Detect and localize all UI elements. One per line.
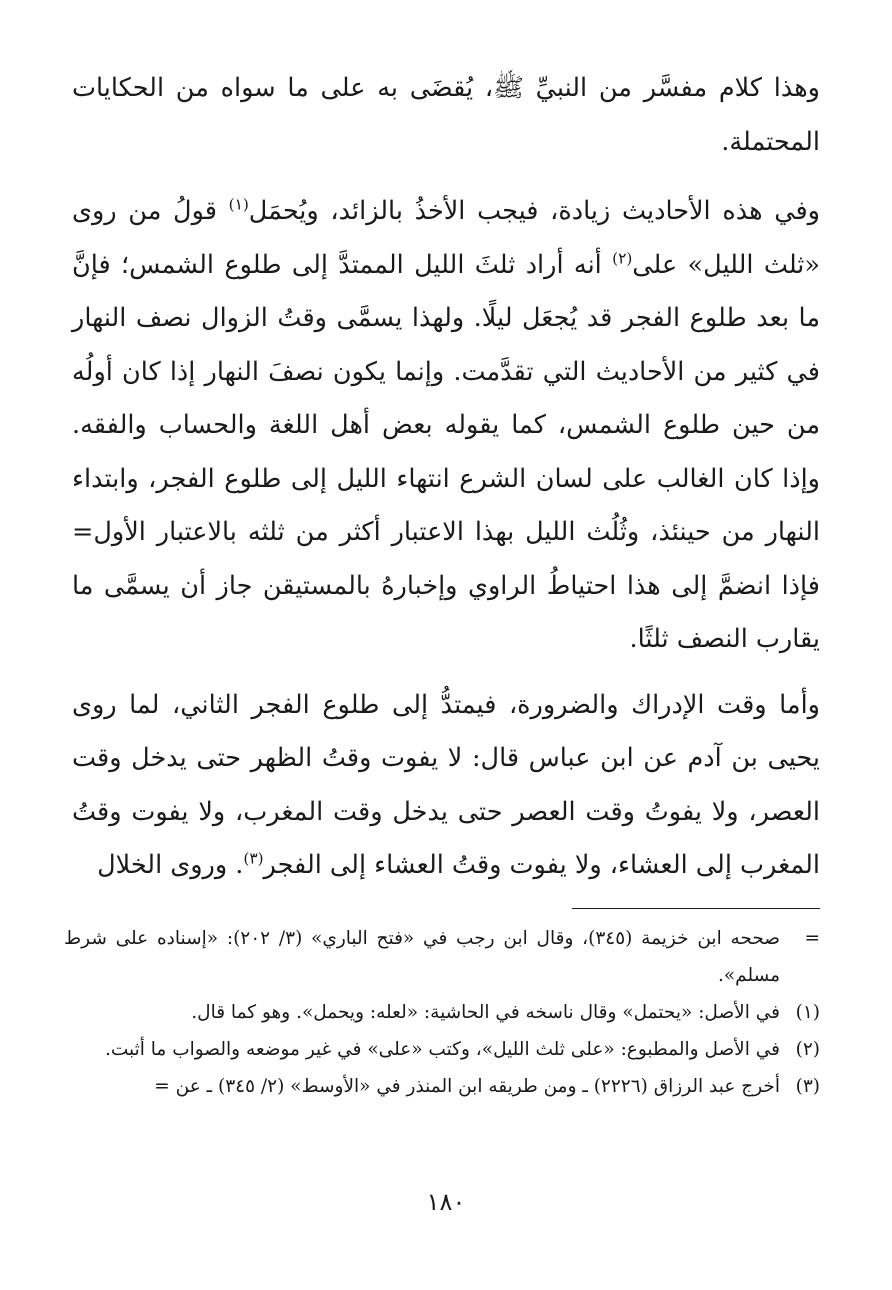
- paragraph-2: [72, 185, 820, 667]
- footnote-separator: [572, 908, 820, 909]
- footnote-text: في الأصل: «يحتمل» وقال ناسخه في الحاشية: «لعله: ويحمل». وهو كما قال.: [191, 1002, 780, 1023]
- footnote-mark: =: [804, 928, 820, 949]
- footnote-text: في الأصل والمطبوع: «على ثلث الليل»، وكتب «على» في غير موضعه والصواب ما أثبت.: [104, 1039, 780, 1060]
- footnote-1: [64, 994, 820, 1031]
- footnote-mark: (٣): [795, 1076, 820, 1097]
- paragraph-2-part-b: قولُ من روى «ثلث الليل» على: [72, 196, 820, 280]
- paragraph-1: وهذا كلام مفسَّر من النبيِّ ﷺ، يُقضَى به على ما سواه من الحكايات المحتملة.: [72, 73, 820, 157]
- footnote-mark: (١): [795, 1002, 820, 1023]
- footnote-ref-1: (١): [228, 195, 249, 214]
- footnotes: [64, 920, 820, 1105]
- page-number: ١٨٠: [426, 1188, 466, 1216]
- footnote-mark: (٢): [795, 1039, 820, 1060]
- footnote-text: صححه ابن خزيمة (٣٤٥)، وقال ابن رجب في «فتح الباري» (٣/ ٢٠٢): «إسناده على شرط مسلم».: [64, 928, 780, 986]
- footnote-text: أخرج عبد الرزاق (٢٢٢٦) ـ ومن طريقه ابن المنذر في «الأوسط» (٢/ ٣٤٥) ـ عن =: [154, 1076, 780, 1097]
- footnote-continued: [64, 920, 820, 994]
- footnote-2: [64, 1031, 820, 1068]
- paragraph-2-part-a: وفي هذه الأحاديث زيادة، فيجب الأخذُ بالزائد، ويُحمَل: [248, 196, 820, 226]
- paragraph-3: [72, 679, 820, 893]
- main-text: [72, 62, 820, 893]
- paragraph-3-part-a: وأما وقت الإدراك والضرورة، فيمتدُّ إلى طلوع الفجر الثاني، لما روى يحيى بن آدم عن ابن عباس قال: لا يفوت وقتُ الظهر حتى يدخل وقت العصر، ولا يفوتُ وقت العصر حتى يدخل وقت المغرب، ولا يفوت وقتُ المغرب إلى العشاء، ولا يفوت وقتُ العشاء إلى الفجر: [72, 689, 820, 880]
- footnote-ref-3: (٣): [243, 849, 264, 868]
- paragraph-3-part-b: . وروى الخلال: [97, 850, 244, 880]
- paragraph-2-part-c: أنه أراد ثلثَ الليل الممتدَّ إلى طلوع الشمس؛ فإنَّ ما بعد طلوع الفجر قد يُجعَل ليلًا. ولهذا يسمَّى وقتُ الزوال نصف النهار في كثير من الأحاديث التي تقدَّمت. وإنما يكون نصفَ النهار إذا كان أولُه من حين طلوع الشمس، كما يقوله بعض أهل اللغة والحساب والفقه. وإذا كان الغالب على لسان الشرع انتهاء الليل إلى طلوع الفجر، وابتداء النهار من حينئذ، وثُلُث الليل بهذا الاعتبار أكثر من ثلثه بالاعتبار الأول= فإذا انضمَّ إلى هذا احتياطُ الراوي وإخبارهُ بالمستيقن جاز أن يسمَّى ما يقارب النصف ثلثًا.: [72, 249, 820, 654]
- footnote-ref-2: (٢): [612, 249, 633, 267]
- footnote-3: [64, 1068, 820, 1105]
